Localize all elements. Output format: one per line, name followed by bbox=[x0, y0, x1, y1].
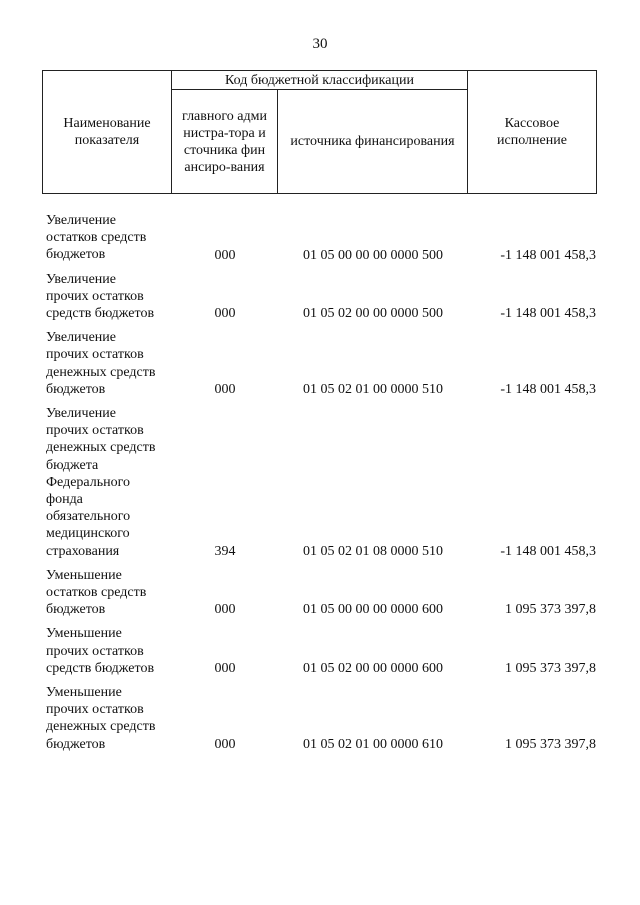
table-header bbox=[42, 70, 597, 194]
table-row bbox=[46, 212, 596, 264]
row-admin-code: 000 bbox=[214, 602, 236, 618]
row-source-code: 01 05 02 00 00 0000 500 bbox=[303, 306, 443, 322]
row-name: Увеличение остатков средств бюджетов bbox=[46, 213, 147, 263]
row-value: -1 148 001 458,3 bbox=[500, 543, 596, 559]
row-source-code: 01 05 00 00 00 0000 500 bbox=[303, 247, 443, 263]
table-row bbox=[46, 271, 596, 323]
header-budget-code: Код бюджетной классификации bbox=[225, 72, 414, 88]
row-value: -1 148 001 458,3 bbox=[500, 306, 596, 322]
row-source-code: 01 05 02 00 00 0000 600 bbox=[303, 661, 443, 677]
table-row bbox=[46, 625, 596, 677]
row-admin-code: 000 bbox=[214, 306, 236, 322]
row-admin-code: 000 bbox=[214, 382, 236, 398]
table-row bbox=[46, 684, 596, 753]
row-source-code: 01 05 00 00 00 0000 600 bbox=[303, 602, 443, 618]
row-name: Уменьшение прочих остатков средств бюджетов bbox=[46, 626, 155, 676]
table-row bbox=[46, 405, 596, 560]
row-name: Уменьшение остатков средств бюджетов bbox=[46, 567, 147, 618]
row-value: -1 148 001 458,3 bbox=[500, 247, 596, 263]
row-name: Увеличение прочих остатков средств бюджетов bbox=[46, 271, 155, 322]
row-name: Увеличение прочих остатков денежных средств бюджетов bbox=[46, 330, 156, 397]
row-name: Уменьшение прочих остатков денежных средств бюджетов bbox=[46, 685, 156, 752]
row-admin-code: 000 bbox=[214, 736, 236, 752]
table-row bbox=[46, 329, 596, 398]
table-body bbox=[46, 212, 596, 760]
row-admin-code: 000 bbox=[214, 247, 236, 263]
row-admin-code: 000 bbox=[214, 661, 236, 677]
page-number: 30 bbox=[312, 36, 328, 52]
header-value: Кассовое исполнение bbox=[497, 116, 567, 148]
row-value: -1 148 001 458,3 bbox=[500, 382, 596, 398]
row-value: 1 095 373 397,8 bbox=[505, 661, 596, 677]
header-source: источника финансирования bbox=[290, 134, 455, 149]
row-name: Увеличение прочих остатков денежных средств бюджета Федерального фонда обязательного медицинского страхования bbox=[46, 406, 156, 559]
header-name: Наименование показателя bbox=[63, 116, 151, 148]
row-source-code: 01 05 02 01 00 0000 610 bbox=[303, 736, 443, 752]
header-admin: главного администра-тора источника финансиро-вания bbox=[182, 108, 267, 175]
row-value: 1 095 373 397,8 bbox=[505, 736, 596, 752]
row-admin-code: 394 bbox=[214, 543, 236, 559]
table-row bbox=[46, 567, 596, 619]
row-source-code: 01 05 02 01 00 0000 510 bbox=[303, 382, 443, 398]
row-source-code: 01 05 02 01 08 0000 510 bbox=[303, 543, 443, 559]
row-value: 1 095 373 397,8 bbox=[505, 602, 596, 618]
